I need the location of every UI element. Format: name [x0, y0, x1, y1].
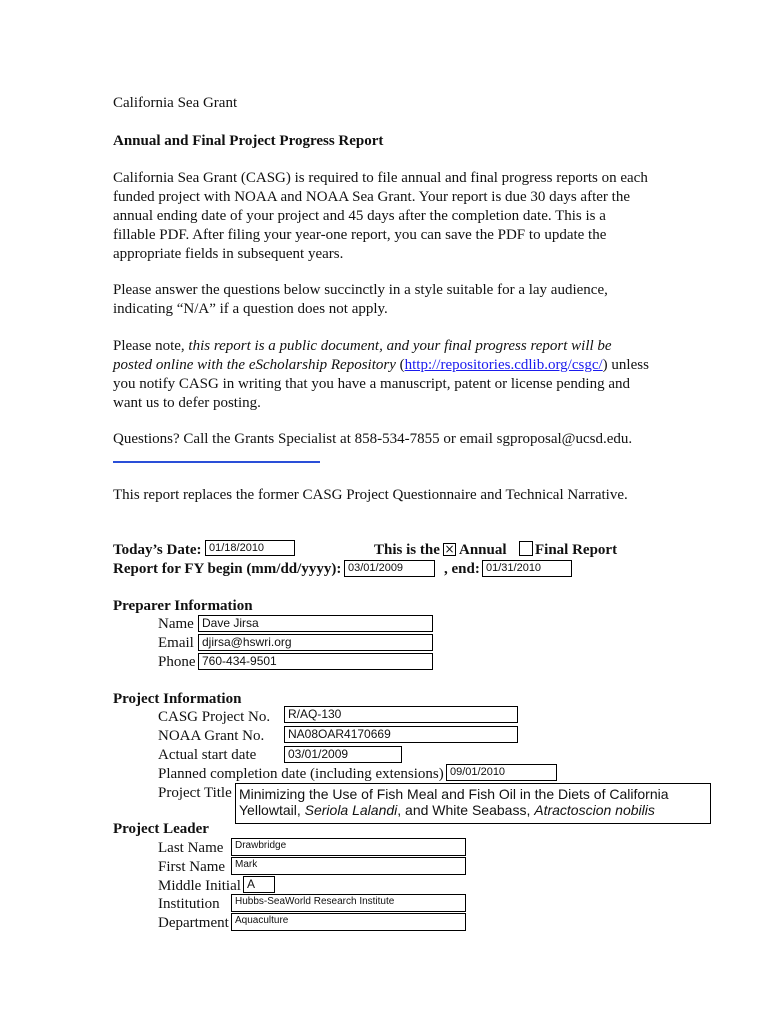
department-label: Department: [158, 915, 229, 931]
note-italic: this report is a public document, and your final progress report will be: [188, 338, 612, 354]
fy-begin-field[interactable]: 03/01/2009: [344, 560, 435, 577]
note-italic: posted online with the eScholarship Repository: [113, 357, 396, 373]
preparer-email-label: Email: [158, 635, 194, 651]
paragraph-line: want us to defer posting.: [113, 395, 261, 411]
preparer-name-label: Name: [158, 616, 194, 632]
project-title-label: Project Title: [158, 785, 232, 801]
paragraph-line: funded project with NOAA and NOAA Sea Grant. Your report is due 30 days after the: [113, 189, 630, 205]
paragraph-line: annual ending date of your project and 45 days after the completion date. This is a: [113, 208, 606, 224]
institution-label: Institution: [158, 896, 220, 912]
paragraph-line: appropriate fields in subsequent years.: [113, 246, 344, 262]
replaces-text: This report replaces the former CASG Project Questionnaire and Technical Narrative.: [113, 487, 628, 503]
preparer-phone-label: Phone: [158, 654, 196, 670]
paren-open: (: [399, 357, 405, 373]
this-is-the-label: This is the: [374, 542, 440, 558]
org-name: California Sea Grant: [113, 95, 238, 111]
fy-end-label: , end:: [444, 561, 480, 577]
planned-completion-field[interactable]: 09/01/2010: [446, 764, 557, 781]
preparer-name-field[interactable]: Dave Jirsa: [198, 615, 433, 632]
project-title-line-1: Minimizing the Use of Fish Meal and Fish Oil in the Diets of California: [239, 786, 669, 802]
project-title-field[interactable]: [235, 783, 711, 824]
final-report-checkbox[interactable]: [519, 541, 533, 556]
actual-start-date-field[interactable]: 03/01/2009: [284, 746, 402, 763]
escholarship-link[interactable]: http://repositories.cdlib.org/csgc/: [404, 357, 603, 373]
paragraph-line: [113, 356, 649, 375]
note-after-link: ) unless: [602, 357, 649, 373]
annual-checkbox[interactable]: ×: [444, 542, 455, 556]
species-name: Atractoscion nobilis: [534, 802, 655, 818]
department-field[interactable]: Aquaculture: [231, 913, 466, 931]
project-title-line-2: Yellowtail, Seriola Lalandi, and White Seabass, Atractoscion nobilis: [239, 802, 655, 818]
noaa-grant-no-field[interactable]: NA08OAR4170669: [284, 726, 518, 743]
divider-line: [113, 461, 320, 463]
actual-start-date-label: Actual start date: [158, 747, 257, 763]
preparer-heading: Preparer Information: [113, 598, 253, 614]
questions-text: Questions? Call the Grants Specialist at 858-534-7855 or email sgproposal@ucsd.edu.: [113, 431, 633, 447]
paragraph-line: indicating “N/A” if a question does not apply.: [113, 301, 388, 317]
planned-completion-label: Planned completion date (including extensions): [158, 766, 444, 782]
first-name-label: First Name: [158, 859, 226, 875]
annual-label: Annual: [459, 542, 507, 558]
final-report-label: Final Report: [535, 542, 618, 558]
paragraph-line: you notify CASG in writing that you have a manuscript, patent or license pending and: [113, 376, 630, 392]
paragraph-line: California Sea Grant (CASG) is required to file annual and final progress reports on each: [113, 170, 648, 186]
preparer-phone-field[interactable]: 760-434-9501: [198, 653, 433, 670]
preparer-email-field[interactable]: djirsa@hswri.org: [198, 634, 433, 651]
institution-field[interactable]: Hubbs-SeaWorld Research Institute: [231, 894, 466, 912]
casg-project-no-label: CASG Project No.: [158, 709, 271, 725]
paragraph-line: Please answer the questions below succinctly in a style suitable for a lay audience,: [113, 282, 608, 298]
paragraph-line: [113, 337, 612, 356]
project-leader-heading: Project Leader: [113, 821, 209, 837]
todays-date-field[interactable]: 01/18/2010: [205, 540, 295, 556]
noaa-grant-no-label: NOAA Grant No.: [158, 728, 265, 744]
middle-initial-label: Middle Initial: [158, 878, 241, 894]
casg-project-no-field[interactable]: R/AQ-130: [284, 706, 518, 723]
species-name: Seriola Lalandi: [304, 802, 398, 818]
fy-begin-label: Report for FY begin (mm/dd/yyyy):: [113, 561, 342, 577]
todays-date-label: Today’s Date:: [113, 542, 202, 558]
first-name-field[interactable]: Mark: [231, 857, 466, 875]
middle-initial-field[interactable]: A: [243, 876, 275, 893]
fy-end-field[interactable]: 01/31/2010: [482, 560, 572, 577]
paragraph-line: fillable PDF. After filing your year-one report, you can save the PDF to update the: [113, 227, 607, 243]
project-heading: Project Information: [113, 691, 242, 707]
last-name-label: Last Name: [158, 840, 224, 856]
note-lead: Please note,: [113, 338, 185, 354]
last-name-field[interactable]: Drawbridge: [231, 838, 466, 856]
report-title: Annual and Final Project Progress Report: [113, 133, 384, 149]
